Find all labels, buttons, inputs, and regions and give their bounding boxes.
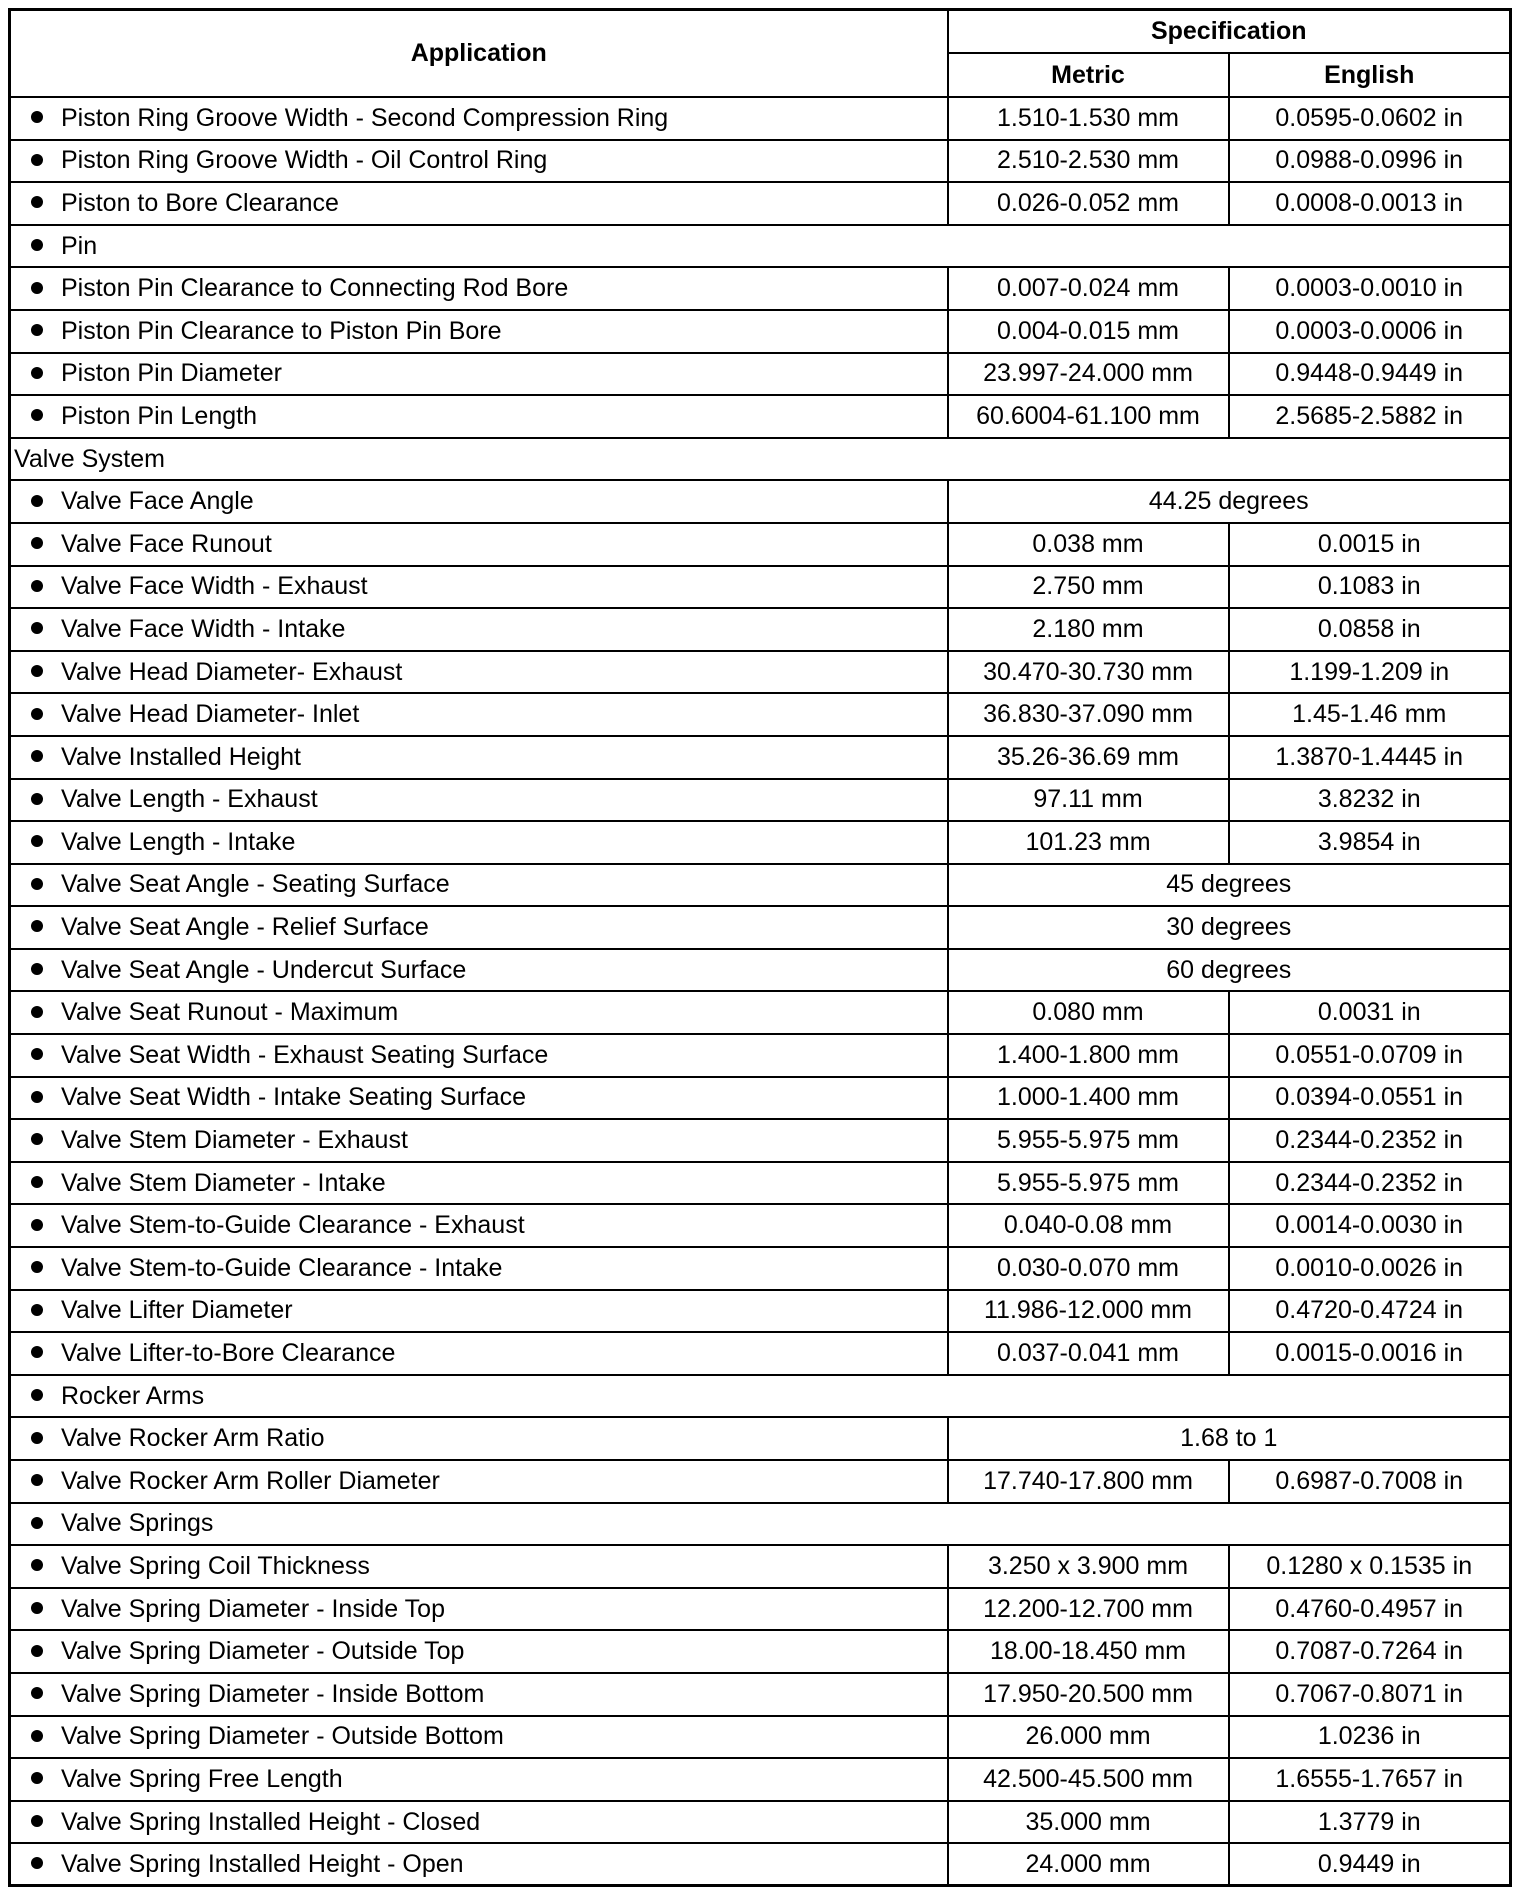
application-label: Valve Rocker Arm Roller Diameter xyxy=(61,1466,440,1495)
application-header: Application xyxy=(10,10,948,98)
specification-cell: 60 degrees xyxy=(948,949,1511,992)
application-label: Valve Face Width - Intake xyxy=(61,614,346,643)
application-label: Piston Ring Groove Width - Second Compression Ring xyxy=(61,103,669,132)
specification-cell: 30 degrees xyxy=(948,906,1511,949)
application-cell xyxy=(10,821,948,864)
application-label: Valve Stem Diameter - Exhaust xyxy=(61,1126,408,1155)
application-label: Pin xyxy=(61,231,98,260)
specification-cell: 44.25 degrees xyxy=(948,480,1511,523)
english-cell: 0.0015-0.0016 in xyxy=(1229,1332,1511,1375)
metric-cell: 0.007-0.024 mm xyxy=(948,267,1229,310)
bullet-icon xyxy=(31,1006,43,1018)
bullet-icon xyxy=(31,665,43,677)
application-label: Valve Stem-to-Guide Clearance - Exhaust xyxy=(61,1211,525,1240)
application-cell xyxy=(10,906,948,949)
table-row xyxy=(10,1077,1511,1120)
table-row xyxy=(10,566,1511,609)
english-cell: 0.9448-0.9449 in xyxy=(1229,353,1511,396)
english-cell: 1.45-1.46 mm xyxy=(1229,693,1511,736)
table-row xyxy=(10,991,1511,1034)
application-cell xyxy=(10,864,948,907)
metric-cell: 0.038 mm xyxy=(948,523,1229,566)
application-cell xyxy=(10,693,948,736)
application-cell xyxy=(10,1247,948,1290)
english-cell: 1.199-1.209 in xyxy=(1229,651,1511,694)
table-row xyxy=(10,225,1511,268)
bullet-icon xyxy=(31,1048,43,1060)
application-label: Valve Seat Runout - Maximum xyxy=(61,998,399,1027)
bullet-icon xyxy=(31,196,43,208)
english-cell: 0.7067-0.8071 in xyxy=(1229,1673,1511,1716)
english-cell: 0.0010-0.0026 in xyxy=(1229,1247,1511,1290)
bullet-icon xyxy=(31,1261,43,1273)
application-cell xyxy=(10,651,948,694)
table-row xyxy=(10,608,1511,651)
metric-cell: 35.26-36.69 mm xyxy=(948,736,1229,779)
table-row xyxy=(10,1162,1511,1205)
metric-cell: 17.740-17.800 mm xyxy=(948,1460,1229,1503)
english-cell: 0.0003-0.0006 in xyxy=(1229,310,1511,353)
bullet-icon xyxy=(31,835,43,847)
application-label: Valve Head Diameter- Inlet xyxy=(61,700,360,729)
section-label-text: Valve System xyxy=(14,444,165,473)
application-cell xyxy=(10,1630,948,1673)
bullet-icon xyxy=(31,878,43,890)
bullet-icon xyxy=(31,1219,43,1231)
metric-cell: 0.004-0.015 mm xyxy=(948,310,1229,353)
application-cell xyxy=(10,736,948,779)
table-row xyxy=(10,1204,1511,1247)
table-row xyxy=(10,438,1511,481)
specification-cell: 45 degrees xyxy=(948,864,1511,907)
bullet-icon xyxy=(31,1432,43,1444)
application-cell xyxy=(10,1332,948,1375)
application-cell xyxy=(10,1204,948,1247)
metric-cell: 26.000 mm xyxy=(948,1716,1229,1759)
bullet-icon xyxy=(31,111,43,123)
application-label: Valve Seat Angle - Relief Surface xyxy=(61,913,429,942)
metric-cell: 3.250 x 3.900 mm xyxy=(948,1545,1229,1588)
bullet-icon xyxy=(31,1517,43,1529)
metric-cell: 0.080 mm xyxy=(948,991,1229,1034)
table-row xyxy=(10,1119,1511,1162)
metric-cell: 2.510-2.530 mm xyxy=(948,140,1229,183)
table-row xyxy=(10,1588,1511,1631)
metric-cell: 2.180 mm xyxy=(948,608,1229,651)
bullet-icon xyxy=(31,1687,43,1699)
english-cell: 0.0015 in xyxy=(1229,523,1511,566)
english-cell: 1.3779 in xyxy=(1229,1801,1511,1844)
application-label: Valve Springs xyxy=(61,1509,214,1538)
application-cell xyxy=(10,523,948,566)
application-label: Valve Seat Width - Exhaust Seating Surface xyxy=(61,1040,549,1069)
application-cell xyxy=(10,1716,948,1759)
bullet-icon xyxy=(31,1772,43,1784)
application-cell xyxy=(10,310,948,353)
metric-cell: 0.040-0.08 mm xyxy=(948,1204,1229,1247)
application-cell xyxy=(10,1588,948,1631)
bullet-icon xyxy=(31,537,43,549)
metric-cell: 11.986-12.000 mm xyxy=(948,1290,1229,1333)
bullet-icon xyxy=(31,963,43,975)
english-cell: 0.0031 in xyxy=(1229,991,1511,1034)
bullet-icon xyxy=(31,920,43,932)
application-cell xyxy=(10,1673,948,1716)
application-label: Piston to Bore Clearance xyxy=(61,188,339,217)
english-cell: 0.2344-0.2352 in xyxy=(1229,1119,1511,1162)
table-row xyxy=(10,140,1511,183)
application-cell xyxy=(10,395,948,438)
table-row xyxy=(10,1503,1511,1546)
metric-cell: 17.950-20.500 mm xyxy=(948,1673,1229,1716)
application-label: Valve Lifter Diameter xyxy=(61,1296,293,1325)
application-label: Valve Head Diameter- Exhaust xyxy=(61,657,403,686)
english-cell: 0.4720-0.4724 in xyxy=(1229,1290,1511,1333)
english-cell: 0.0394-0.0551 in xyxy=(1229,1077,1511,1120)
table-row xyxy=(10,1417,1511,1460)
application-label: Valve Seat Angle - Seating Surface xyxy=(61,870,450,899)
bullet-icon xyxy=(31,793,43,805)
metric-cell: 30.470-30.730 mm xyxy=(948,651,1229,694)
bullet-icon xyxy=(31,1645,43,1657)
english-cell: 0.0988-0.0996 in xyxy=(1229,140,1511,183)
table-row xyxy=(10,395,1511,438)
table-row xyxy=(10,906,1511,949)
metric-cell: 0.037-0.041 mm xyxy=(948,1332,1229,1375)
table-row xyxy=(10,523,1511,566)
english-cell: 1.6555-1.7657 in xyxy=(1229,1758,1511,1801)
subsection-label xyxy=(10,1375,1511,1418)
specification-cell: 1.68 to 1 xyxy=(948,1417,1511,1460)
bullet-icon xyxy=(31,154,43,166)
bullet-icon xyxy=(31,367,43,379)
application-label: Piston Ring Groove Width - Oil Control Ring xyxy=(61,146,548,175)
specification-header: Specification xyxy=(948,10,1511,54)
application-cell xyxy=(10,1290,948,1333)
english-cell: 0.9449 in xyxy=(1229,1843,1511,1886)
english-cell: 0.4760-0.4957 in xyxy=(1229,1588,1511,1631)
table-row xyxy=(10,693,1511,736)
metric-cell: 5.955-5.975 mm xyxy=(948,1119,1229,1162)
application-label: Valve Spring Diameter - Inside Bottom xyxy=(61,1679,485,1708)
metric-cell: 23.997-24.000 mm xyxy=(948,353,1229,396)
english-cell: 1.0236 in xyxy=(1229,1716,1511,1759)
english-cell: 0.0595-0.0602 in xyxy=(1229,97,1511,140)
table-row xyxy=(10,1545,1511,1588)
table-row xyxy=(10,821,1511,864)
english-cell: 0.0014-0.0030 in xyxy=(1229,1204,1511,1247)
bullet-icon xyxy=(31,1857,43,1869)
table-row xyxy=(10,864,1511,907)
metric-header: Metric xyxy=(948,53,1229,97)
bullet-icon xyxy=(31,1133,43,1145)
table-row xyxy=(10,1460,1511,1503)
english-cell: 2.5685-2.5882 in xyxy=(1229,395,1511,438)
metric-cell: 0.030-0.070 mm xyxy=(948,1247,1229,1290)
application-label: Valve Installed Height xyxy=(61,742,301,771)
application-label: Valve Face Angle xyxy=(61,487,254,516)
application-cell xyxy=(10,1460,948,1503)
bullet-icon xyxy=(31,750,43,762)
english-cell: 0.1083 in xyxy=(1229,566,1511,609)
table-row xyxy=(10,97,1511,140)
application-cell xyxy=(10,480,948,523)
application-label: Piston Pin Length xyxy=(61,401,257,430)
table-row xyxy=(10,1332,1511,1375)
english-cell: 0.0008-0.0013 in xyxy=(1229,182,1511,225)
subsection-label xyxy=(10,1503,1511,1546)
application-label: Valve Seat Width - Intake Seating Surface xyxy=(61,1083,527,1112)
table-row xyxy=(10,182,1511,225)
english-cell: 0.2344-0.2352 in xyxy=(1229,1162,1511,1205)
metric-cell: 0.026-0.052 mm xyxy=(948,182,1229,225)
table-row xyxy=(10,1630,1511,1673)
application-label: Valve Length - Intake xyxy=(61,827,296,856)
specification-table xyxy=(8,8,1512,1887)
application-cell xyxy=(10,1077,948,1120)
application-cell xyxy=(10,267,948,310)
table-row xyxy=(10,267,1511,310)
table-row xyxy=(10,651,1511,694)
bullet-icon xyxy=(31,1304,43,1316)
subsection-label xyxy=(10,225,1511,268)
application-label: Valve Spring Diameter - Inside Top xyxy=(61,1594,445,1623)
application-label: Valve Spring Installed Height - Open xyxy=(61,1849,464,1878)
application-label: Valve Seat Angle - Undercut Surface xyxy=(61,955,467,984)
application-label: Valve Stem-to-Guide Clearance - Intake xyxy=(61,1253,503,1282)
application-cell xyxy=(10,1162,948,1205)
application-cell xyxy=(10,1843,948,1886)
table-row xyxy=(10,779,1511,822)
metric-cell: 1.400-1.800 mm xyxy=(948,1034,1229,1077)
bullet-icon xyxy=(31,708,43,720)
table-row xyxy=(10,1843,1511,1886)
metric-cell: 5.955-5.975 mm xyxy=(948,1162,1229,1205)
table-body xyxy=(10,97,1511,1886)
metric-cell: 42.500-45.500 mm xyxy=(948,1758,1229,1801)
table-row xyxy=(10,480,1511,523)
application-label: Valve Stem Diameter - Intake xyxy=(61,1168,386,1197)
english-cell: 3.9854 in xyxy=(1229,821,1511,864)
application-label: Valve Spring Coil Thickness xyxy=(61,1551,370,1580)
english-cell: 1.3870-1.4445 in xyxy=(1229,736,1511,779)
application-label: Valve Rocker Arm Ratio xyxy=(61,1424,325,1453)
application-label: Valve Face Runout xyxy=(61,529,272,558)
bullet-icon xyxy=(31,324,43,336)
table-row xyxy=(10,1673,1511,1716)
application-cell xyxy=(10,566,948,609)
application-cell xyxy=(10,779,948,822)
table-row xyxy=(10,1758,1511,1801)
application-label: Piston Pin Clearance to Piston Pin Bore xyxy=(61,316,502,345)
bullet-icon xyxy=(31,1474,43,1486)
bullet-icon xyxy=(31,580,43,592)
bullet-icon xyxy=(31,1389,43,1401)
english-cell: 3.8232 in xyxy=(1229,779,1511,822)
application-cell xyxy=(10,1545,948,1588)
bullet-icon xyxy=(31,282,43,294)
application-label: Valve Spring Installed Height - Closed xyxy=(61,1807,481,1836)
application-cell xyxy=(10,1801,948,1844)
english-cell: 0.0551-0.0709 in xyxy=(1229,1034,1511,1077)
application-cell xyxy=(10,353,948,396)
application-cell xyxy=(10,1758,948,1801)
metric-cell: 1.000-1.400 mm xyxy=(948,1077,1229,1120)
metric-cell: 12.200-12.700 mm xyxy=(948,1588,1229,1631)
table-row xyxy=(10,736,1511,779)
application-cell xyxy=(10,608,948,651)
application-cell xyxy=(10,991,948,1034)
table-row xyxy=(10,1290,1511,1333)
metric-cell: 97.11 mm xyxy=(948,779,1229,822)
application-label: Rocker Arms xyxy=(61,1381,205,1410)
bullet-icon xyxy=(31,1346,43,1358)
header-row-top xyxy=(10,10,1511,54)
application-label: Valve Lifter-to-Bore Clearance xyxy=(61,1339,396,1368)
application-cell xyxy=(10,182,948,225)
bullet-icon xyxy=(31,1091,43,1103)
metric-cell: 2.750 mm xyxy=(948,566,1229,609)
metric-cell: 24.000 mm xyxy=(948,1843,1229,1886)
table-row xyxy=(10,1247,1511,1290)
bullet-icon xyxy=(31,622,43,634)
table-row xyxy=(10,1716,1511,1759)
bullet-icon xyxy=(31,1730,43,1742)
bullet-icon xyxy=(31,239,43,251)
application-label: Piston Pin Clearance to Connecting Rod Bore xyxy=(61,274,569,303)
bullet-icon xyxy=(31,409,43,421)
english-header: English xyxy=(1229,53,1511,97)
application-label: Valve Face Width - Exhaust xyxy=(61,572,368,601)
section-label xyxy=(10,438,1511,481)
metric-cell: 101.23 mm xyxy=(948,821,1229,864)
bullet-icon xyxy=(31,495,43,507)
english-cell: 0.6987-0.7008 in xyxy=(1229,1460,1511,1503)
english-cell: 0.7087-0.7264 in xyxy=(1229,1630,1511,1673)
english-cell: 0.0858 in xyxy=(1229,608,1511,651)
metric-cell: 35.000 mm xyxy=(948,1801,1229,1844)
application-cell xyxy=(10,1417,948,1460)
bullet-icon xyxy=(31,1815,43,1827)
table-row xyxy=(10,949,1511,992)
table-row xyxy=(10,310,1511,353)
application-label: Valve Spring Diameter - Outside Top xyxy=(61,1637,465,1666)
bullet-icon xyxy=(31,1602,43,1614)
metric-cell: 36.830-37.090 mm xyxy=(948,693,1229,736)
table-row xyxy=(10,1034,1511,1077)
metric-cell: 18.00-18.450 mm xyxy=(948,1630,1229,1673)
english-cell: 0.1280 x 0.1535 in xyxy=(1229,1545,1511,1588)
application-cell xyxy=(10,97,948,140)
bullet-icon xyxy=(31,1176,43,1188)
application-label: Valve Length - Exhaust xyxy=(61,785,318,814)
application-cell xyxy=(10,1119,948,1162)
application-cell xyxy=(10,949,948,992)
bullet-icon xyxy=(31,1559,43,1571)
application-label: Valve Spring Free Length xyxy=(61,1764,343,1793)
table-row xyxy=(10,353,1511,396)
metric-cell: 1.510-1.530 mm xyxy=(948,97,1229,140)
metric-cell: 60.6004-61.100 mm xyxy=(948,395,1229,438)
application-cell xyxy=(10,140,948,183)
application-label: Piston Pin Diameter xyxy=(61,359,282,388)
table-row xyxy=(10,1375,1511,1418)
application-cell xyxy=(10,1034,948,1077)
application-label: Valve Spring Diameter - Outside Bottom xyxy=(61,1722,504,1751)
english-cell: 0.0003-0.0010 in xyxy=(1229,267,1511,310)
table-row xyxy=(10,1801,1511,1844)
